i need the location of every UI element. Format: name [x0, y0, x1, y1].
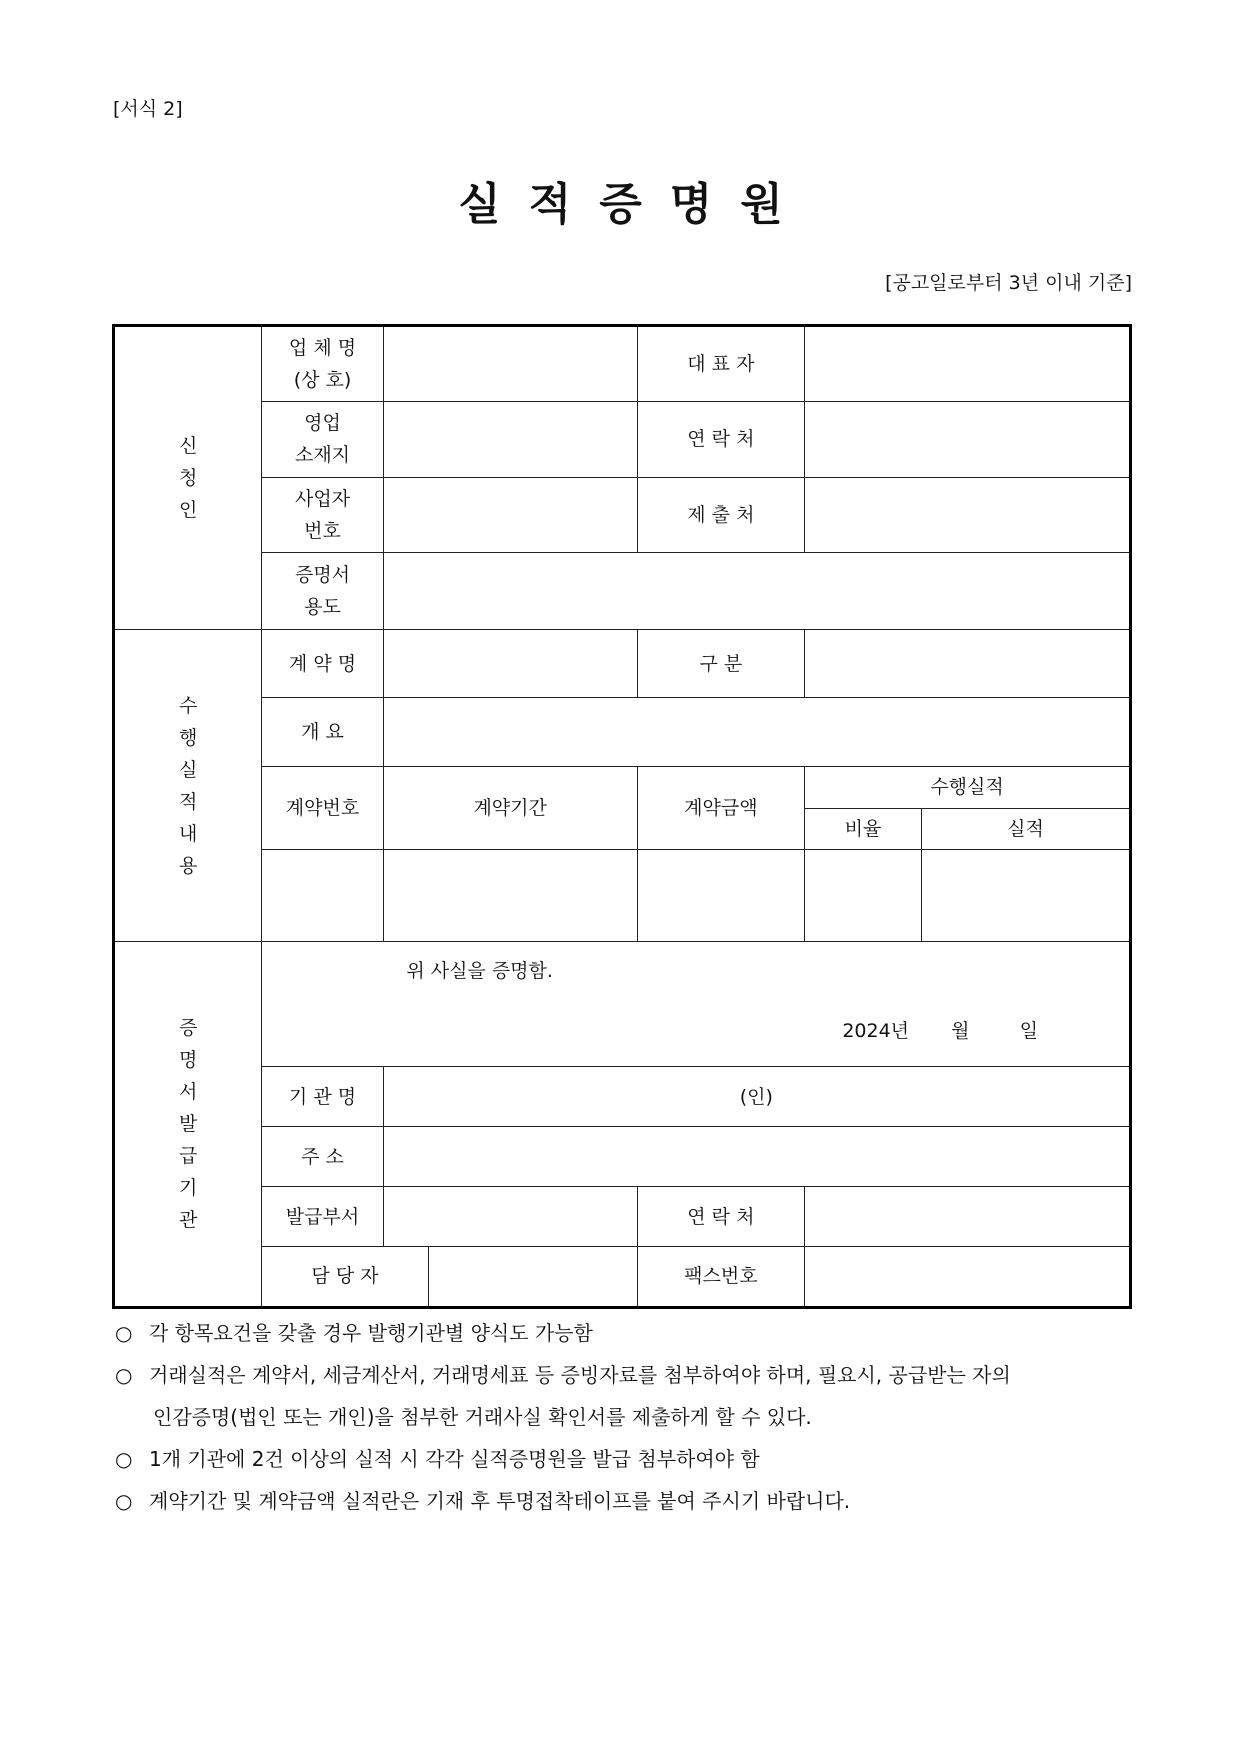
performance-section-label: 수 행 실 적 내 용 [114, 630, 262, 942]
issue-date [842, 1015, 1038, 1047]
note-item [115, 1480, 1135, 1522]
org-name-label: 기 관 명 [262, 1066, 383, 1126]
org-name-field[interactable] [383, 1066, 1130, 1126]
ratio-field[interactable] [805, 850, 922, 942]
manager-label: 담 당 자 [262, 1246, 428, 1307]
note-text: 각 항목요건을 갖출 경우 발행기관별 양식도 가능함 [149, 1321, 593, 1345]
certify-text: 위 사실을 증명함. [406, 960, 553, 983]
ratio-label: 비율 [805, 808, 922, 849]
dept-label: 발급부서 [262, 1187, 383, 1246]
circle-bullet-icon: ○ [115, 1321, 133, 1345]
contract-period-field[interactable] [383, 850, 637, 942]
circle-bullet-icon: ○ [115, 1447, 133, 1471]
submit-to-label: 제 출 처 [637, 477, 804, 552]
issue-date-month: 월 [951, 1020, 970, 1043]
purpose-field[interactable] [383, 552, 1130, 629]
issue-date-day: 일 [1019, 1020, 1038, 1043]
note-text: 거래실적은 계약서, 세금계산서, 거래명세표 등 증빙자료를 첨부하여야 하며, 필요시, 공급받는 자의 [149, 1363, 1011, 1387]
company-name-label: 업 체 명 (상 호) [262, 326, 383, 402]
applicant-contact-label: 연 락 처 [637, 402, 804, 477]
fax-field[interactable] [805, 1246, 1131, 1307]
category-field[interactable] [805, 630, 1131, 698]
location-label: 영업 소재지 [262, 402, 383, 477]
address-label: 주 소 [262, 1127, 383, 1187]
form-code: [서식 2] [113, 98, 183, 120]
actual-field[interactable] [921, 850, 1130, 942]
representative-label: 대 표 자 [637, 326, 804, 402]
performance-certificate-form [112, 324, 1132, 1309]
overview-label: 개 요 [262, 698, 383, 766]
note-item [115, 1312, 1135, 1354]
location-field[interactable] [383, 402, 637, 477]
manager-field[interactable] [428, 1246, 637, 1307]
actual-label: 실적 [921, 808, 1130, 849]
applicant-contact-field[interactable] [805, 402, 1131, 477]
category-label: 구 분 [637, 630, 804, 698]
result-label: 수행실적 [805, 766, 1131, 808]
note-item [115, 1438, 1135, 1480]
basis-note: [공고일로부터 3년 이내 기준] [885, 272, 1132, 294]
contract-name-field[interactable] [383, 630, 637, 698]
note-text: 1개 기관에 2건 이상의 실적 시 각각 실적증명원을 발급 첨부하여야 함 [149, 1447, 760, 1471]
biz-number-field[interactable] [383, 477, 637, 552]
note-text-continued: 인감증명(법인 또는 개인)을 첨부한 거래사실 확인서를 제출하게 할 수 있다. [153, 1405, 812, 1429]
issuer-contact-label: 연 락 처 [637, 1187, 804, 1246]
contract-period-label: 계약기간 [383, 766, 637, 849]
overview-field[interactable] [383, 698, 1130, 766]
circle-bullet-icon: ○ [115, 1489, 133, 1513]
contract-no-label: 계약번호 [262, 766, 383, 849]
contract-amount-label: 계약금액 [637, 766, 804, 849]
issuer-section-label: 증 명 서 발 급 기 관 [114, 942, 262, 1308]
issuer-contact-field[interactable] [805, 1187, 1131, 1246]
company-name-field[interactable] [383, 326, 637, 402]
contract-name-label: 계 약 명 [262, 630, 383, 698]
circle-bullet-icon: ○ [115, 1363, 133, 1387]
page-title: 실적증명원 [458, 179, 811, 230]
contract-no-field[interactable] [262, 850, 383, 942]
biz-number-label: 사업자 번호 [262, 477, 383, 552]
dept-field[interactable] [383, 1187, 637, 1246]
purpose-label: 증명서 용도 [262, 552, 383, 629]
applicant-section-label: 신 청 인 [114, 326, 262, 630]
note-item [115, 1354, 1135, 1438]
contract-amount-field[interactable] [637, 850, 804, 942]
seal-mark: (인) [739, 1085, 773, 1108]
note-text: 계약기간 및 계약금액 실적란은 기재 후 투명접착테이프를 붙여 주시기 바랍니다. [149, 1489, 851, 1513]
certify-area [262, 942, 1131, 1067]
notes-list [115, 1312, 1135, 1522]
fax-label: 팩스번호 [637, 1246, 804, 1307]
address-field[interactable] [383, 1127, 1130, 1187]
submit-to-field[interactable] [805, 477, 1131, 552]
issue-date-year: 2024년 [842, 1020, 910, 1043]
representative-field[interactable] [805, 326, 1131, 402]
